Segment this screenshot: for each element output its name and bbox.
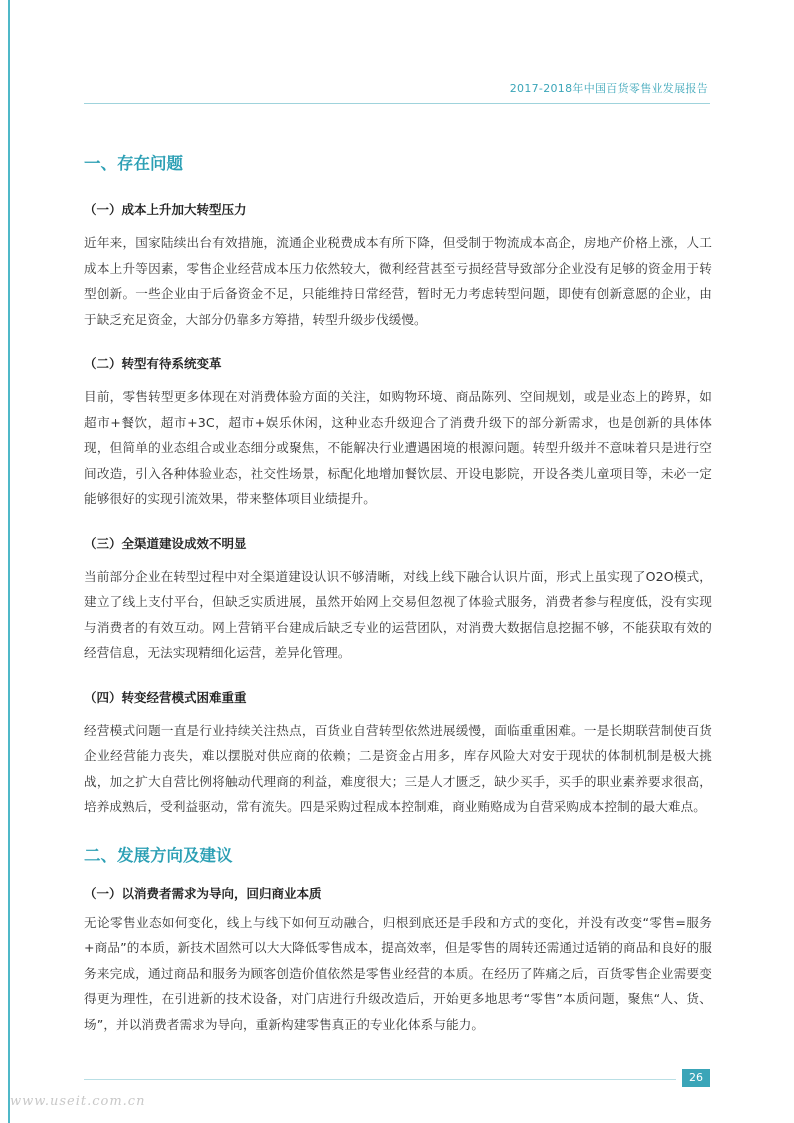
watermark-text: www.useit.com.cn — [10, 1094, 146, 1109]
subsection-heading: （一）以消费者需求为导向，回归商业本质 — [84, 885, 322, 901]
footer-divider — [84, 1079, 676, 1080]
subsection-heading: （二）转型有待系统变革 — [84, 356, 222, 371]
body-paragraph: 目前，零售转型更多体现在对消费体验方面的关注，如购物环境、商品陈列、空间规划，或是业态上的跨界，如超市+餐饮，超市+3C，超市+娱乐休闲，这种业态升级迎合了消费升级下的部分新需求，也是创新的具体体现，但简单的业态组合或业态细分或聚焦，不能解决行业遭遇困境的根源问题。转型升级并不意味着只是进行空间改造，引入各种体验业态，社交性场景，标配化地增加餐饮层、开设电影院，开设各类儿童项目等，未必一定能够很好的实现引流效果，带来整体项目业绩提升。 — [84, 389, 712, 506]
subsection-heading: （一）成本上升加大转型压力 — [84, 202, 247, 217]
body-paragraph: 经营模式问题一直是行业持续关注热点，百货业自营转型依然进展缓慢，面临重重困难。一是长期联营制使百货企业经营能力丧失，难以摆脱对供应商的依赖；二是资金占用多，库存风险大对安于现状的体制机制是极大挑战，加之扩大自营比例将触动代理商的利益，难度很大；三是人才匮乏，缺少买手，买手的职业素养要求很高，培养成熟后，受利益驱动，常有流失。四是采购过程成本控制难，商业贿赂成为自营采购成本控制的最大难点。 — [84, 722, 712, 814]
body-paragraph: 近年来，国家陆续出台有效措施，流通企业税费成本有所下降，但受制于物流成本高企，房地产价格上涨，人工成本上升等因素，零售企业经营成本压力依然较大，微利经营甚至亏损经营导致部分企业没有足够的资金用于转型创新。一些企业由于后备资金不足，只能维持日常经营，暂时无力考虑转型问题，即使有创新意愿的企业，由于缺乏充足资金，大部分仍靠多方筹措，转型升级步伐缓慢。 — [84, 235, 712, 327]
left-accent-rule — [8, 0, 10, 1123]
body-paragraph: 无论零售业态如何变化，线上与线下如何互动融合，归根到底还是手段和方式的变化，并没有改变“零售=服务+商品”的本质，新技术固然可以大大降低零售成本，提高效率，但是零售的周转还需通过适销的商品和良好的服务来完成，通过商品和服务为顾客创造价值依然是零售业经营的本质。在经历了阵痛之后，百货零售企业需要变得更为理性，在引进新的技术设备，对门店进行升级改造后，开始更多地思考“零售”本质问题，聚焦“人、货、场”，并以消费者需求为导向，重新构建零售真正的专业化体系与能力。 — [84, 914, 712, 1032]
subsection-heading: （三）全渠道建设成效不明显 — [84, 535, 247, 551]
page-content — [84, 150, 712, 1037]
subsection-heading: （四）转变经营模式困难重重 — [84, 689, 247, 705]
body-paragraph: 当前部分企业在转型过程中对全渠道建设认识不够清晰，对线上线下融合认识片面，形式上虽实现了O2O模式，建立了线上支付平台，但缺乏实质进展，虽然开始网上交易但忽视了体验式服务，消费者参与程度低，没有实现与消费者的有效互动。网上营销平台建成后缺乏专业的运营团队，对消费大数据信息挖掘不够，不能获取有效的经营信息，无法实现精细化运营，差异化管理。 — [84, 568, 712, 660]
report-header-title: 2017-2018年中国百货零售业发展报告 — [509, 82, 708, 95]
page-number-badge: 26 — [682, 1069, 710, 1087]
header-divider — [84, 103, 710, 104]
section-heading-direction: 二、发展方向及建议 — [84, 845, 233, 865]
section-heading-problems: 一、存在问题 — [84, 154, 183, 173]
